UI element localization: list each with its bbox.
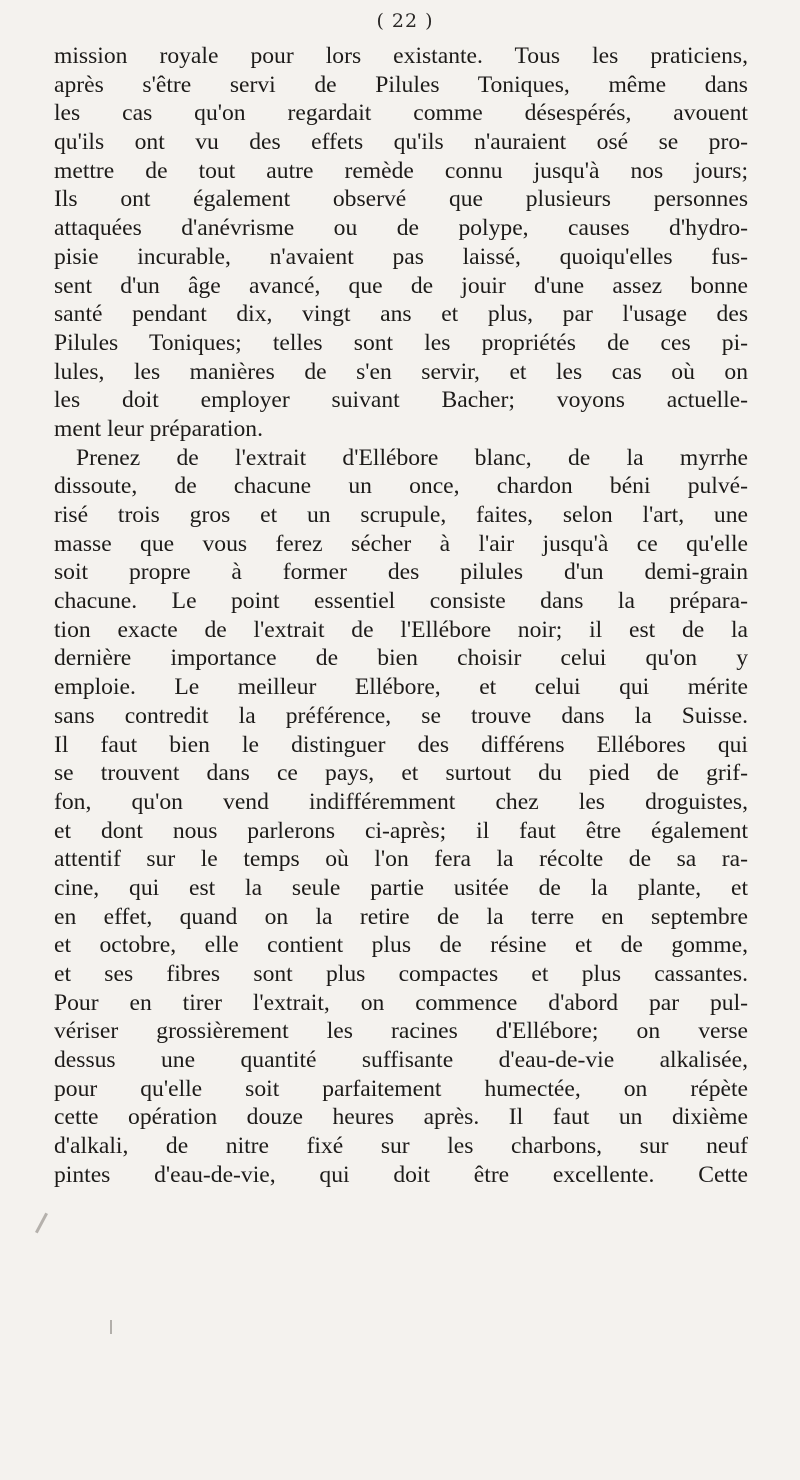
text-line: cette opération douze heures après. Il faut un dixième (54, 1104, 748, 1131)
text-line: attaquées d'anévrisme ou de polype, causes d'hydro- (54, 215, 748, 242)
text-line: fon, qu'on vend indifféremment chez les droguistes, (54, 788, 748, 815)
text-line: mettre de tout autre remède connu jusqu'à nos jours; (54, 157, 748, 184)
text-line: pintes d'eau-de-vie, qui doit être excellente. Cette (54, 1161, 748, 1188)
text-line: ment leur préparation. (54, 415, 263, 442)
text-line: Il faut bien le distinguer des différens Ellébores qui (54, 731, 748, 758)
text-line: dessus une quantité suffisante d'eau-de-vie alkalisée, (54, 1047, 748, 1074)
text-line: se trouvent dans ce pays, et surtout du pied de grif- (54, 760, 748, 787)
text-line: mission royale pour lors existante. Tous les praticiens, (54, 43, 748, 69)
text-line: les cas qu'on regardait comme désespérés, avouent (54, 100, 748, 127)
text-line: Pour en tirer l'extrait, on commence d'abord par pul- (54, 989, 748, 1016)
text-line: après s'être servi de Pilules Toniques, même dans (54, 71, 748, 98)
text-line: Ils ont également observé que plusieurs personnes (54, 186, 748, 213)
text-line: d'alkali, de nitre fixé sur les charbons, sur neuf (54, 1133, 748, 1160)
text-line: emploie. Le meilleur Ellébore, et celui qui mérite (54, 674, 748, 701)
text-line: Pilules Toniques; telles sont les propriétés de ces pi- (54, 329, 748, 356)
text-line: et ses fibres sont plus compactes et plus cassantes. (54, 961, 748, 987)
ink-mark (110, 1320, 112, 1334)
text-line: soit propre à former des pilules d'un demi-grain (54, 559, 748, 586)
text-line: sans contredit la préférence, se trouve dans la Suisse. (54, 702, 748, 729)
text-line: dissoute, de chacune un once, chardon béni pulvé- (54, 473, 748, 500)
text-line: Prenez de l'extrait d'Ellébore blanc, de la myrrhe (76, 444, 748, 471)
page-number: ( 22 ) (376, 10, 434, 32)
text-line: pour qu'elle soit parfaitement humectée, on répète (54, 1075, 748, 1102)
text-line: santé pendant dix, vingt ans et plus, par l'usage des (54, 301, 748, 328)
text-line: et octobre, elle contient plus de résine et de gomme, (54, 932, 748, 959)
text-line: tion exacte de l'extrait de l'Ellébore noir; il est de la (54, 616, 748, 643)
text-line: cine, qui est la seule partie usitée de la plante, et (54, 874, 748, 901)
text-line: lules, les manières de s'en servir, et les cas où on (54, 358, 748, 385)
text-line: et dont nous parlerons ci-après; il faut être également (54, 817, 748, 844)
ink-mark (35, 1213, 48, 1234)
text-line: vériser grossièrement les racines d'Ellébore; on verse (54, 1018, 748, 1045)
text-line: en effet, quand on la retire de la terre en septembre (54, 903, 748, 930)
text-line: les doit employer suivant Bacher; voyons actuelle- (54, 387, 748, 414)
text-line: qu'ils ont vu des effets qu'ils n'auraient osé se pro- (54, 129, 748, 156)
body-text (54, 42, 748, 1190)
text-line: chacune. Le point essentiel consiste dans la prépara- (54, 588, 748, 615)
text-line: attentif sur le temps où l'on fera la récolte de sa ra- (54, 846, 748, 873)
text-line: masse que vous ferez sécher à l'air jusqu'à ce qu'elle (54, 530, 748, 557)
text-line: pisie incurable, n'avaient pas laissé, quoiqu'elles fus- (54, 243, 748, 270)
text-line: risé trois gros et un scrupule, faites, selon l'art, une (54, 502, 748, 528)
text-line: sent d'un âge avancé, que de jouir d'une assez bonne (54, 272, 748, 299)
text-line: dernière importance de bien choisir celui qu'on y (54, 645, 748, 672)
